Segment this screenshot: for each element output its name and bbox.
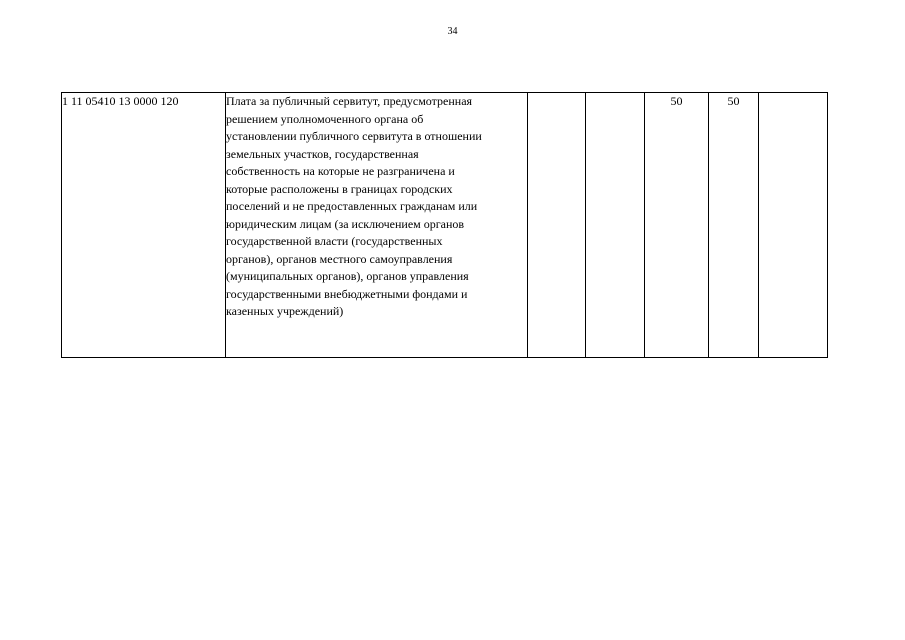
table-row bbox=[62, 93, 828, 358]
value-cell-5: 50 bbox=[645, 93, 709, 358]
value-cell-3 bbox=[528, 93, 586, 358]
budget-table bbox=[61, 92, 828, 358]
page-number: 34 bbox=[447, 26, 458, 37]
value-cell-7 bbox=[759, 93, 828, 358]
revenue-description-cell: Плата за публичный сервитут, предусмотренная решением уполномоченного органа об установлении публичного сервитута в отношении земельных участков, государственная собственность на которые не разграничена и которые расположены в границах городских поселений и не предоставленных гражданам или юридическим лицам (за исключением органов государственной власти (государственных органов), органов местного самоуправления (муниципальных органов), органов управления государственными внебюджетными фондами и казенных учреждений) bbox=[226, 93, 528, 358]
budget-code-cell: 1 11 05410 13 0000 120 bbox=[62, 93, 226, 358]
value-cell-6: 50 bbox=[709, 93, 759, 358]
value-cell-4 bbox=[586, 93, 645, 358]
